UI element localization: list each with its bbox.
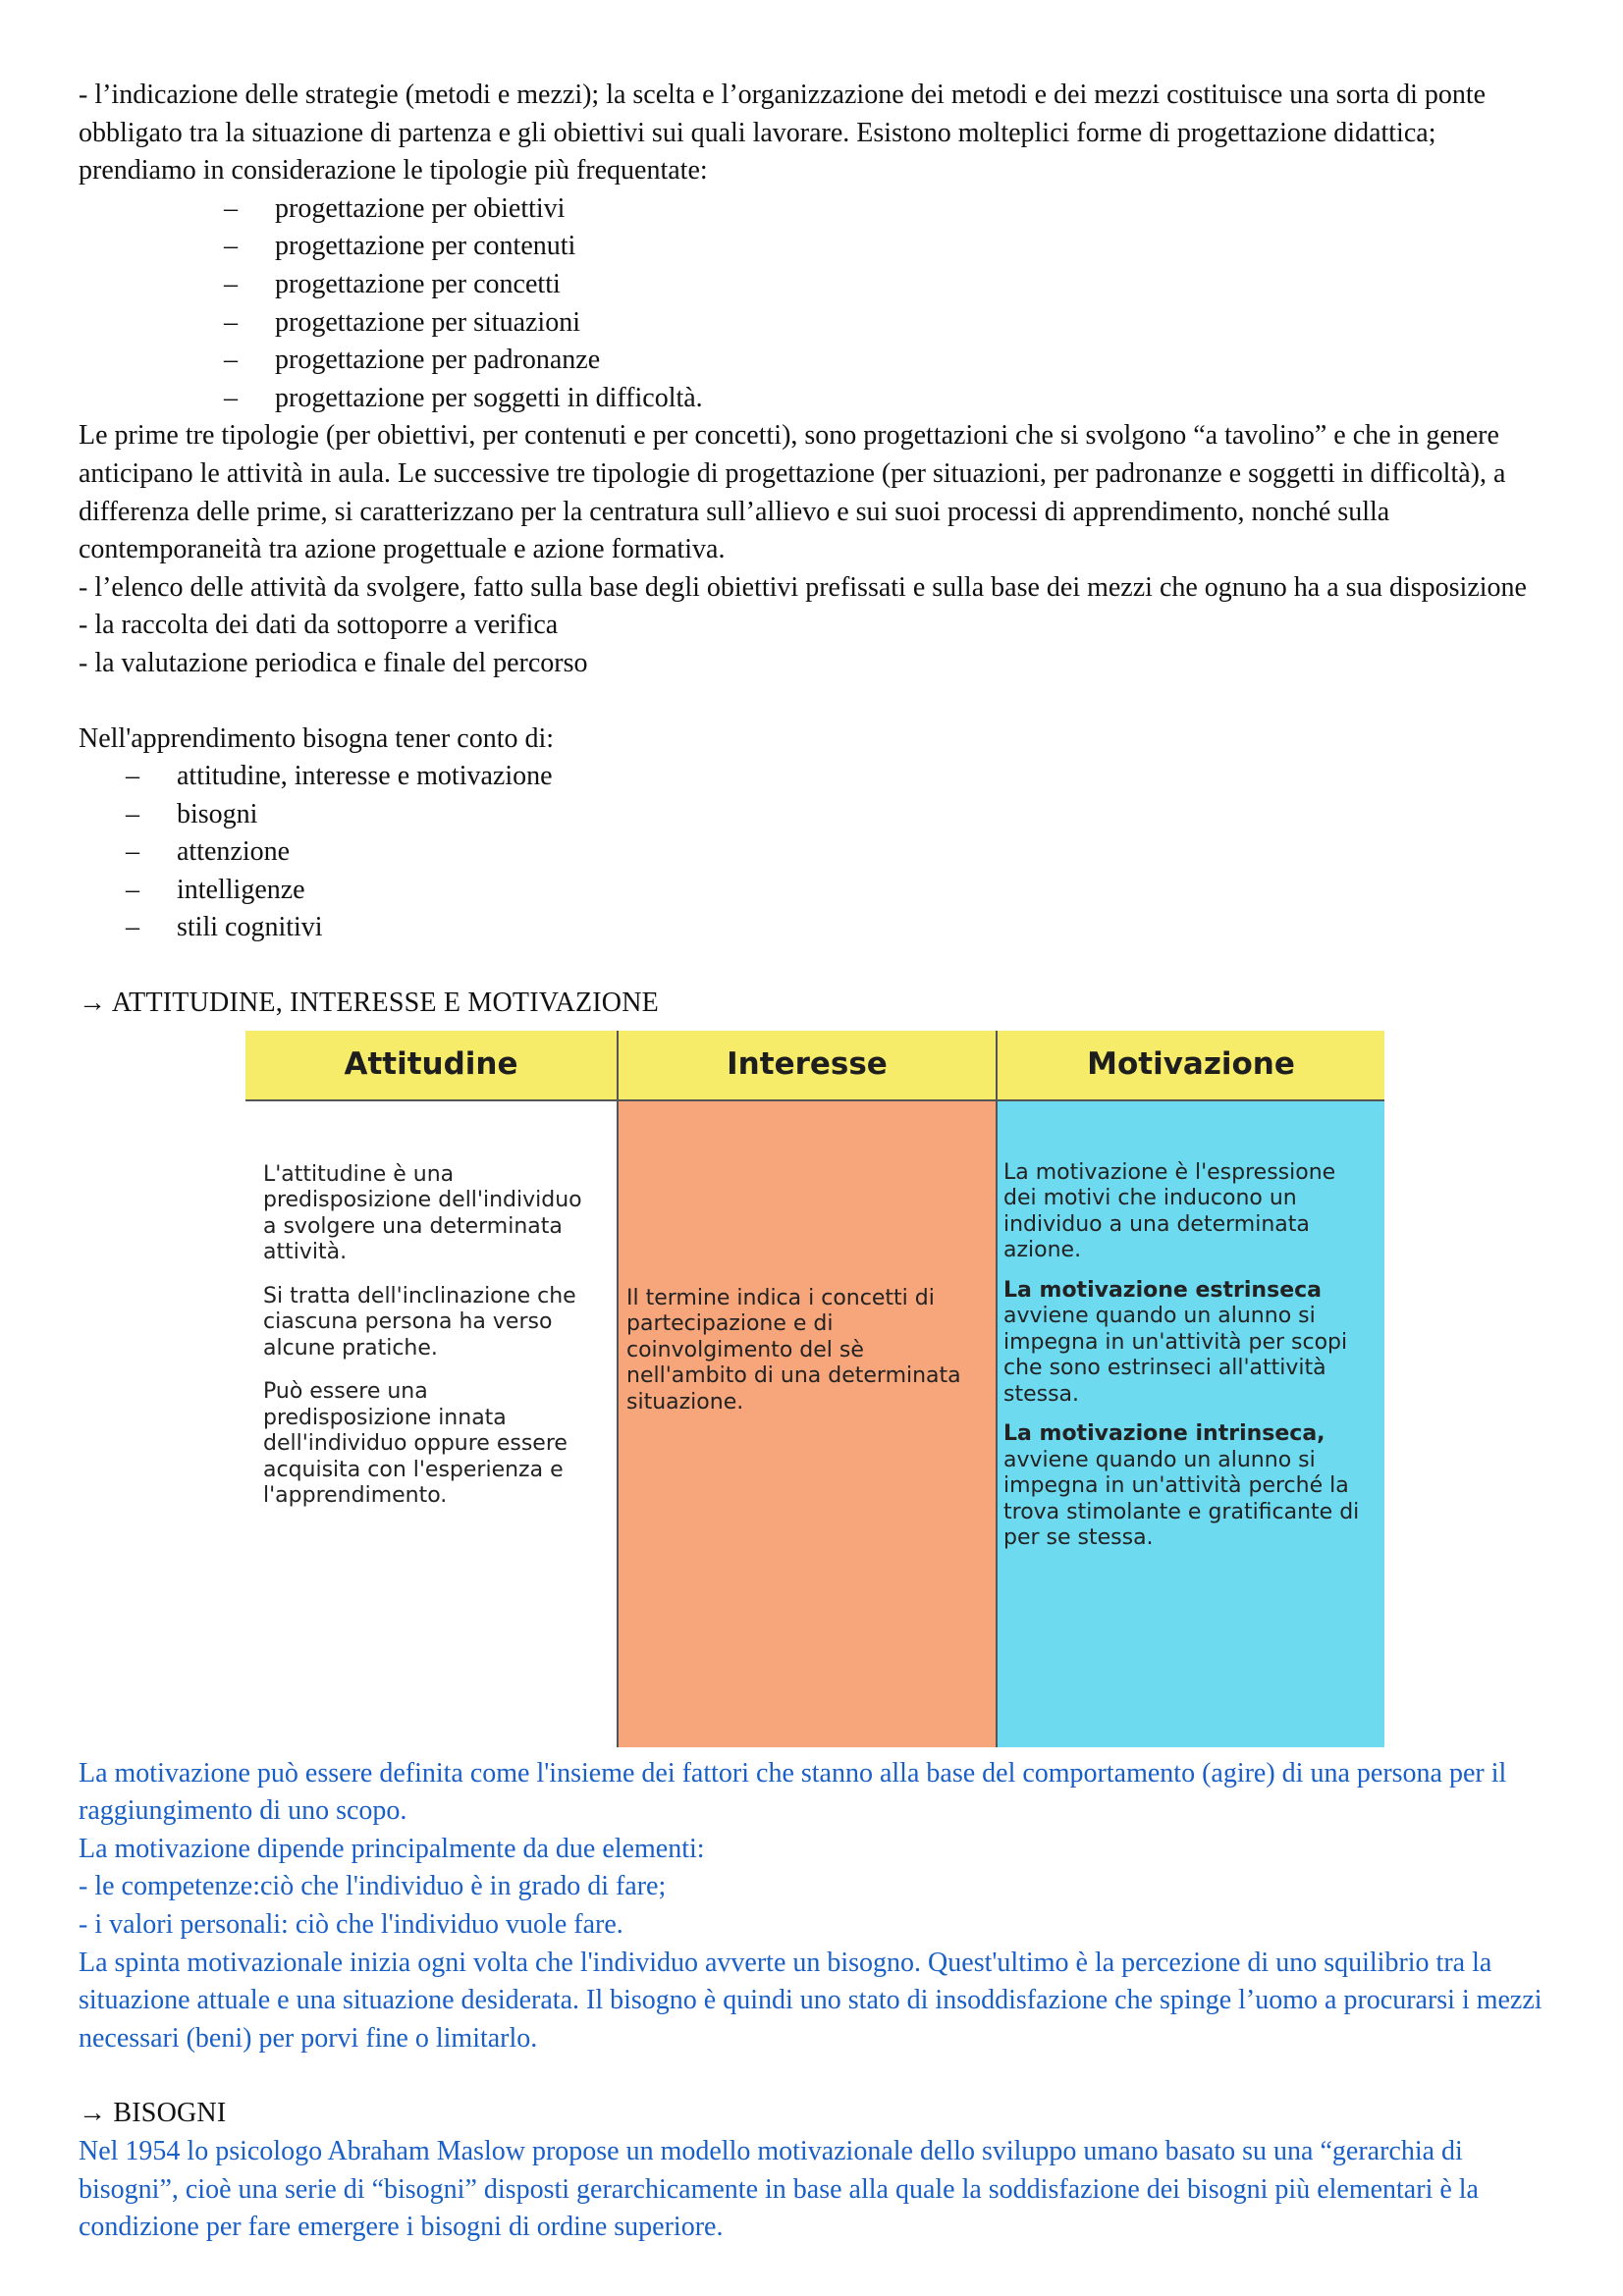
list-item: – progettazione per concetti: [79, 266, 1551, 304]
strategies-paragraph: - l’indicazione delle strategie (metodi e mezzi); la scelta e l’organizzazione dei metodi e dei mezzi costituisce una sorta di ponte obbligato tra la situazione di partenza e gli obiettivi sui quali lavorare. Esistono molteplici forme di progettazione didattica; prendiamo in considerazione le tipologie più frequentate:: [79, 80, 1487, 187]
cell-motivazione: [997, 1100, 1384, 1747]
interesse-definition: Il termine indica i concetti di partecipazione e di coinvolgimento del sè nell'ambito di una determinata situazione.: [626, 1285, 961, 1415]
attitudine-origin: Può essere una predisposizione innata dell'individuo oppure essere acquisita con l'esperienza e l'apprendimento.: [263, 1379, 568, 1509]
dash-bullet: –: [224, 268, 238, 299]
dash-bullet: –: [126, 836, 139, 868]
document-body: [79, 77, 1551, 2247]
dash-bullet: –: [224, 382, 238, 413]
list-item: – progettazione per obiettivi: [79, 190, 1551, 229]
motivazione-intrinseca: La motivazione intrinseca, avviene quando un alunno si impegna in un'attività perché la trova stimolante e gratificante di per se stessa.: [1003, 1421, 1360, 1551]
list-item: – attenzione: [79, 833, 1551, 872]
data-collection-line: - la raccolta dei dati da sottoporre a verifica: [79, 610, 559, 641]
motivation-definition: La motivazione può essere definita come l'insieme dei fattori che stanno alla base del comportamento (agire) di una persona per il raggiungimento di uno scopo.: [79, 1757, 1507, 1827]
list-item: – progettazione per contenuti: [79, 228, 1551, 266]
evaluation-line: - la valutazione periodica e finale del percorso: [79, 647, 588, 678]
cell-interesse: [618, 1100, 997, 1747]
list-item: – progettazione per padronanze: [79, 342, 1551, 380]
motivation-drive: La spinta motivazionale inizia ogni volta che l'individuo avverte un bisogno. Quest'ultimo è la percezione di uno squilibrio tra la situazione attuale e una situazione desiderata. Il bisogno è quindi uno stato di insoddisfazione che spinge l’uomo a procurarsi i mezzi necessari (beni) per porvi fine o limitarlo.: [79, 1947, 1542, 2054]
list-item: – intelligenze: [79, 872, 1551, 910]
motivazione-estrinseca: La motivazione estrinseca avviene quando un alunno si impegna in un'attività per scopi che sono estrinseci all'attività stessa.: [1003, 1277, 1348, 1407]
activities-paragraph: - l’elenco delle attività da svolgere, fatto sulla base degli obiettivi prefissati e sulla base dei mezzi che ognuno ha a sua disposizione: [79, 571, 1527, 603]
dash-bullet: –: [224, 306, 238, 338]
header-interesse: Interesse: [618, 1031, 997, 1100]
dash-bullet: –: [224, 345, 238, 376]
header-attitudine: Attitudine: [245, 1031, 618, 1100]
attitudine-inclination: Si tratta dell'inclinazione che ciascuna persona ha verso alcune pratiche.: [263, 1283, 576, 1361]
dash-bullet: –: [126, 874, 139, 905]
dash-bullet: –: [126, 798, 139, 829]
motivation-values: - i valori personali: ciò che l'individuo vuole fare.: [79, 1909, 623, 1941]
dash-bullet: –: [224, 231, 238, 262]
list-item: – bisogni: [79, 796, 1551, 834]
motivazione-definition: La motivazione è l'espressione dei motivi che inducono un individuo a una determinata azione.: [1003, 1159, 1336, 1263]
list-item: – stili cognitivi: [79, 909, 1551, 947]
section-heading-bisogni: → BISOGNI: [79, 2098, 227, 2129]
section-heading-attitudine: → ATTITUDINE, INTERESSE E MOTIVAZIONE: [79, 988, 659, 1019]
learning-heading: Nell'apprendimento bisogna tener conto di:: [79, 722, 555, 754]
attitude-interest-motivation-table: [245, 1031, 1384, 1747]
motivation-competences: - le competenze:ciò che l'individuo è in grado di fare;: [79, 1871, 667, 1902]
design-types-list: [79, 190, 1551, 418]
maslow-paragraph: Nel 1954 lo psicologo Abraham Maslow propose un modello motivazionale dello sviluppo umano basato su una “gerarchia di bisogni”, cioè una serie di “bisogni” disposti gerarchicamente in base alla quale la soddisfazione dei bisogni più elementari è la condizione per fare emergere i bisogni di ordine superiore.: [79, 2136, 1479, 2243]
dash-bullet: –: [224, 192, 238, 224]
dash-bullet: –: [126, 761, 139, 792]
learning-factors-list: [79, 758, 1551, 947]
cell-attitudine: [245, 1100, 618, 1747]
list-item: – progettazione per situazioni: [79, 304, 1551, 343]
list-item: – progettazione per soggetti in difficoltà.: [79, 380, 1551, 418]
motivation-depends: La motivazione dipende principalmente da due elementi:: [79, 1833, 705, 1864]
motivation-section: [79, 1755, 1551, 2058]
attitudine-definition: L'attitudine è una predisposizione dell'individuo a svolgere una determinata attività.: [263, 1161, 582, 1265]
header-motivazione: Motivazione: [997, 1031, 1384, 1100]
dash-bullet: –: [126, 912, 139, 943]
types-explanation-paragraph: Le prime tre tipologie (per obiettivi, per contenuti e per concetti), sono progettazioni che si svolgono “a tavolino” e che in genere anticipano le attività in aula. Le successive tre tipologie di progettazione (per situazioni, per padronanze e soggetti in difficoltà), a differenza delle prime, si caratterizzano per la centratura sull’allievo e sui suoi processi di apprendimento, nonché sulla contemporaneità tra azione progettuale e azione formativa.: [79, 420, 1506, 565]
list-item: – attitudine, interesse e motivazione: [79, 758, 1551, 796]
